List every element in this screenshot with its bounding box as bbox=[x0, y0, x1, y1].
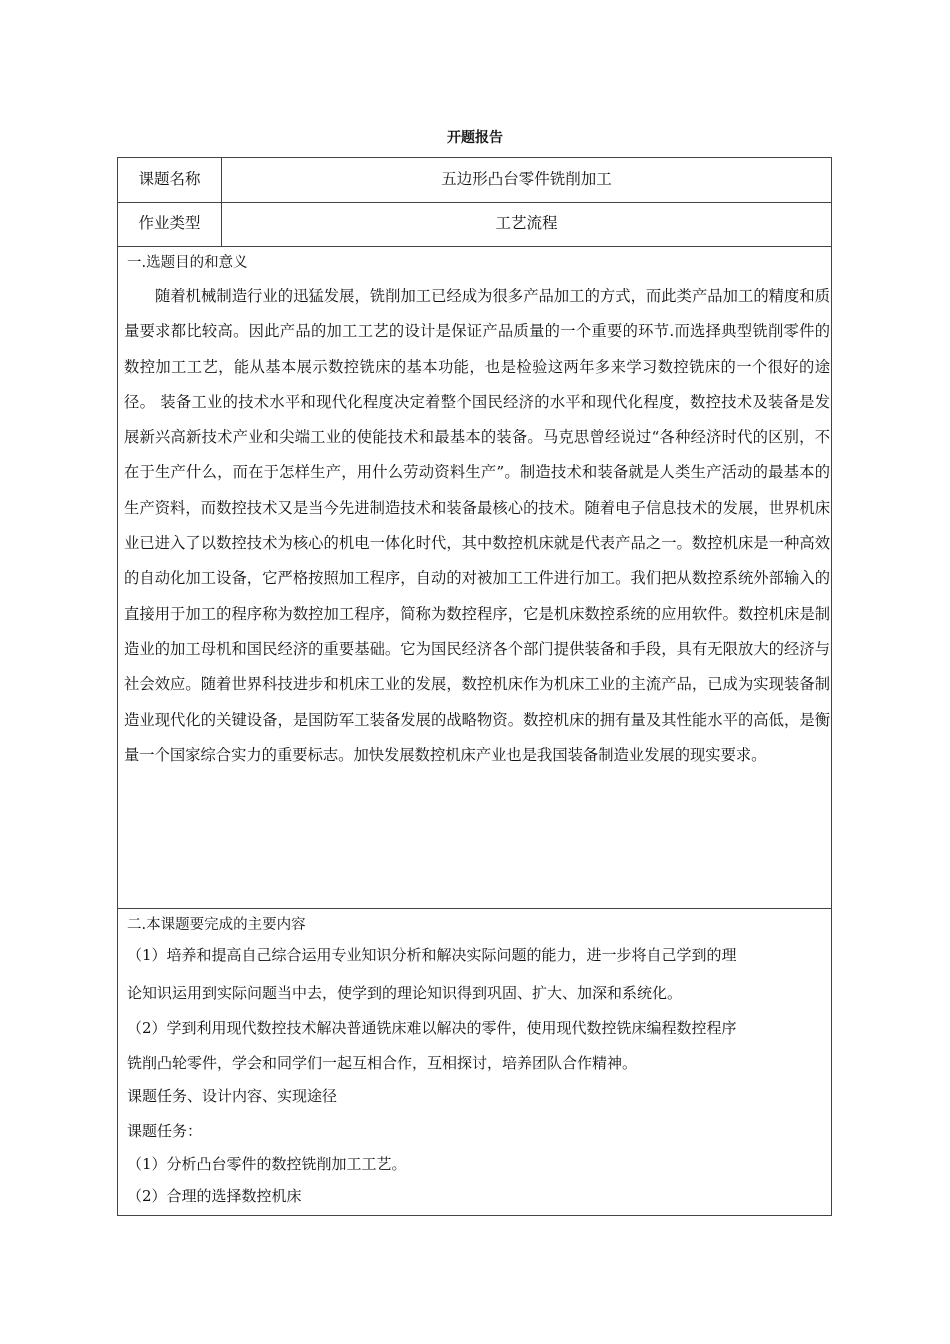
content-line: 课题任务： bbox=[127, 1122, 203, 1140]
content-line: 铣削凸轮零件，学会和同学们一起互相合作，互相探讨，培养团队合作精神。 bbox=[127, 1054, 638, 1072]
section1-heading: 一.选题目的和意义 bbox=[127, 255, 248, 271]
row-divider bbox=[118, 908, 831, 909]
section1-body: 随着机械制造行业的迅猛发展，铣削加工已经成为很多产品加工的方式，而此类产品加工的精度和质量要求都比较高。因此产品的加工工艺的设计是保证产品质量的一个重要的环节.而选择典型铣削零件的数控加工工艺，能从基本展示数控铣床的基本功能，也是检验这两年多来学习数控铣床的一个很好的途径。 装备工业的技术水平和现代化程度决定着整个国民经济的水平和现代化程度，数控技术及装备是发展新兴高新技术产业和尖端工业的使能技术和最基本的装备。马克思曾经说过“各种经济时代的区别，不在于生产什么，而在于怎样生产，用什么劳动资料生产”。制造技术和装备就是人类生产活动的最基本的生产资料，而数控技术又是当今先进制造技术和装备最核心的技术。随着电子信息技术的发展，世界机床业已进入了以数控技术为核心的机电一体化时代，其中数控机床就是代表产品之一。数控机床是一种高效的自动化加工设备，它严格按照加工程序，自动的对被加工工件进行加工。我们把从数控系统外部输入的直接用于加工的程序称为数控加工程序，简称为数控程序，它是机床数控系统的应用软件。数控机床是制造业的加工母机和国民经济的重要基础。它为国民经济各个部门提供装备和手段，具有无限放大的经济与社会效应。随着世界科技进步和机床工业的发展，数控机床作为机床工业的主流产品，已成为实现装备制造业现代化的关键设备，是国防军工装备发展的战略物资。数控机床的拥有量及其性能水平的高低，是衡量一个国家综合实力的重要标志。加快发展数控机床产业也是我国装备制造业发展的现实要求。 bbox=[124, 287, 830, 764]
report-table bbox=[117, 157, 832, 1216]
page-title: 开题报告 bbox=[447, 130, 503, 146]
section1-body-container bbox=[118, 246, 831, 908]
topic-value: 五边形凸台零件铣削加工 bbox=[441, 170, 612, 188]
topic-label: 课题名称 bbox=[138, 170, 201, 188]
content-line: （1）分析凸台零件的数控铣削加工工艺。 bbox=[127, 1155, 407, 1173]
content-line: （2）学到利用现代数控技术解决普通铣床难以解决的零件，使用现代数控铣床编程数控程序 bbox=[127, 1019, 737, 1037]
row-divider bbox=[118, 202, 831, 203]
content-line: （1）培养和提高自己综合运用专业知识分析和解决实际问题的能力，进一步将自己学到的理 bbox=[127, 946, 737, 964]
content-line: 论知识运用到实际问题当中去，使学到的理论知识得到巩固、扩大、加深和系统化。 bbox=[127, 984, 683, 1002]
type-label: 作业类型 bbox=[138, 214, 201, 232]
content-line: （2）合理的选择数控机床 bbox=[127, 1187, 302, 1205]
section2-heading: 二.本课题要完成的主要内容 bbox=[127, 917, 306, 933]
content-line: 课题任务、设计内容、实现途径 bbox=[127, 1087, 338, 1105]
type-value: 工艺流程 bbox=[495, 214, 558, 232]
